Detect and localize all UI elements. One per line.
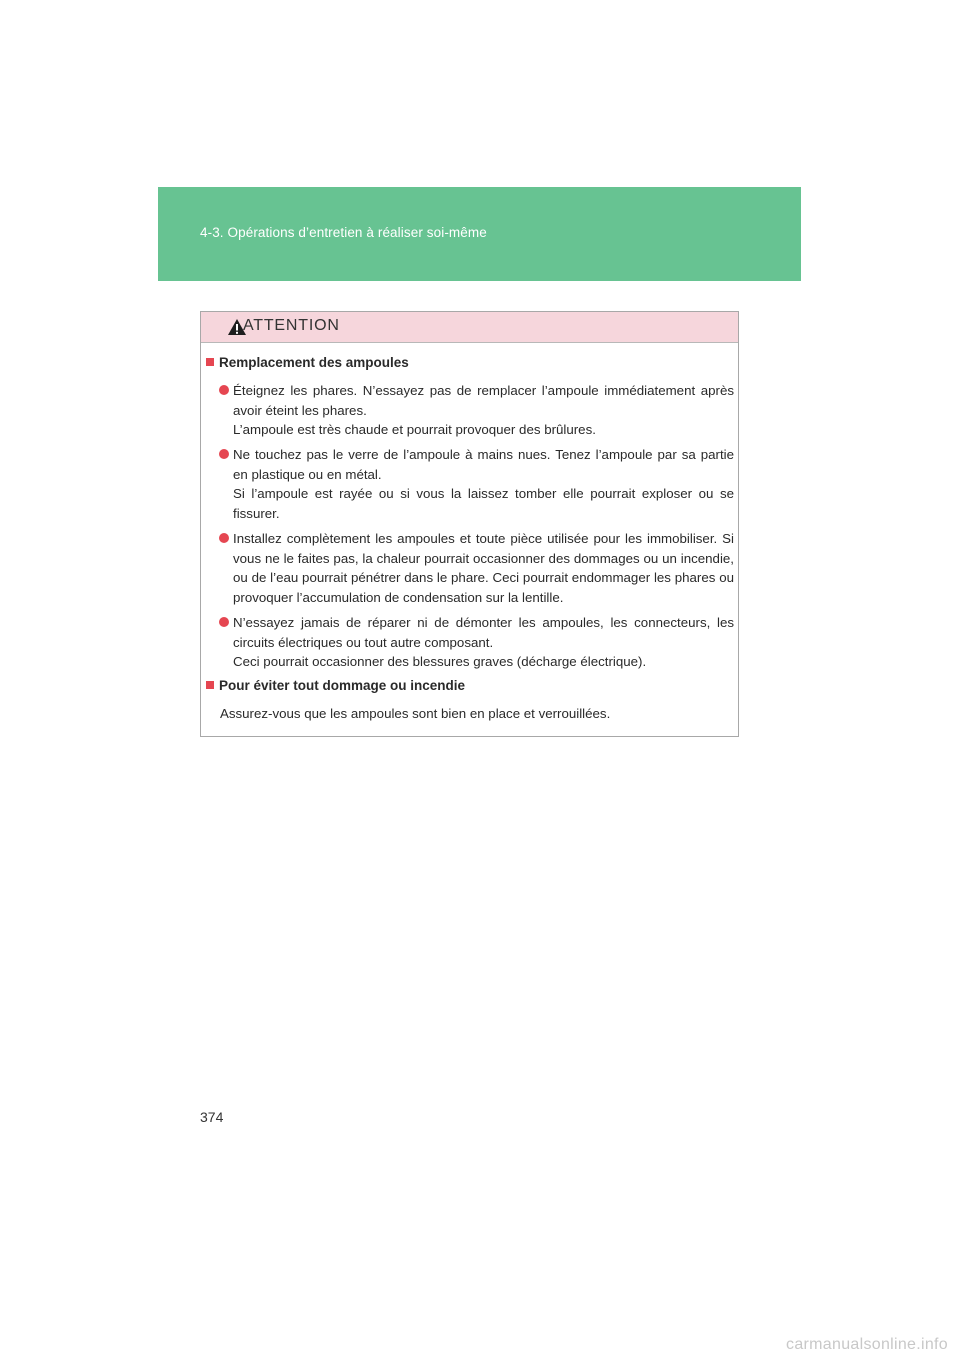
section-heading-bulb-replacement (206, 355, 409, 370)
section-heading-damage-prevention (206, 678, 465, 693)
section-heading-text: Pour éviter tout dommage ou incendie (219, 678, 466, 693)
list-item (233, 445, 734, 523)
section-header-band (158, 187, 801, 281)
section-paragraph: Assurez-vous que les ampoules sont bien en place et verrouillées. (220, 706, 611, 721)
section-heading-text: Remplacement des ampoules (219, 355, 409, 370)
bullet-paragraph: N’essayez jamais de réparer ni de démonter les ampoules, les connecteurs, les circuits électriques ou tout autre composant. (233, 615, 734, 650)
bullet-paragraph: L’ampoule est très chaude et pourrait provoquer des brûlures. (233, 422, 596, 437)
list-item (233, 613, 734, 672)
list-item (233, 381, 734, 440)
warning-header (201, 312, 738, 343)
square-bullet-icon (206, 681, 214, 689)
bullet-paragraph: Installez complètement les ampoules et toute pièce utilisée pour les immobiliser. Si vous ne le faites pas, la chaleur pourrait occasionner des dommages ou un incendie, ou de l’eau pourrait pénétrer dans le phare. Ceci pourrait endommager les phares ou provoquer l’accumulation de condensation sur la lentille. (233, 531, 734, 605)
bullet-paragraph: Si l’ampoule est rayée ou si vous la laissez tomber elle pourrait exploser ou se fissurer. (233, 486, 734, 521)
bullet-dot-icon (219, 617, 229, 627)
square-bullet-icon (206, 358, 214, 366)
bullet-dot-icon (219, 533, 229, 543)
warning-title: ATTENTION (243, 317, 340, 334)
bullet-paragraph: Ne touchez pas le verre de l’ampoule à mains nues. Tenez l’ampoule par sa partie en plastique ou en métal. (233, 447, 734, 482)
watermark[interactable]: carmanualsonline.info (786, 1336, 948, 1353)
page-number: 374 (200, 1109, 224, 1125)
section-title: 4-3. Opérations d’entretien à réaliser soi-même (200, 225, 487, 240)
bullet-paragraph: Éteignez les phares. N’essayez pas de remplacer l’ampoule immédiatement après avoir éteint les phares. (233, 383, 734, 418)
bullet-dot-icon (219, 385, 229, 395)
bullet-dot-icon (219, 449, 229, 459)
warning-box (200, 311, 739, 737)
bullet-paragraph: Ceci pourrait occasionner des blessures graves (décharge électrique). (233, 654, 647, 669)
list-item (233, 529, 734, 607)
